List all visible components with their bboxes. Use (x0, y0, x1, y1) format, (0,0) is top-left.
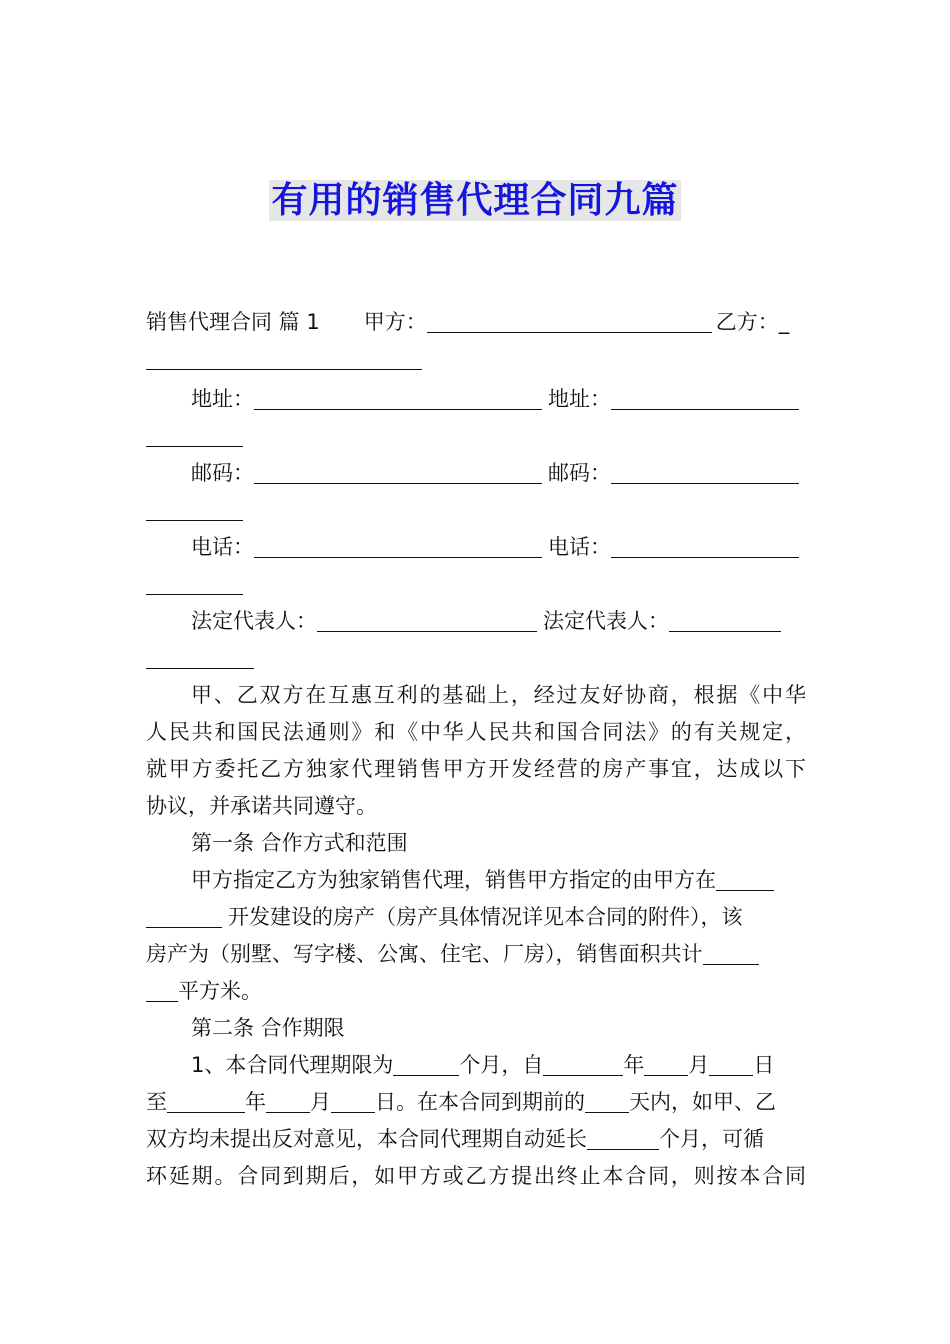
address-a-blank (254, 385, 542, 410)
postcode-b-label: 邮码： (548, 461, 611, 485)
extension-months-blank (587, 1125, 659, 1150)
article-2-text-3b: 个月，可循 (659, 1127, 764, 1151)
postcode-a-blank (254, 459, 542, 484)
phone-line (146, 529, 806, 566)
phone-b-blank (611, 533, 799, 558)
article-1-line-2 (146, 899, 806, 936)
intro-line-4: 协议，并承诺共同遵守。 (146, 794, 377, 818)
legal-rep-continue-line (146, 640, 806, 677)
end-year-blank (167, 1088, 245, 1113)
article-2-text-2e: 天内，如甲、乙 (629, 1090, 776, 1114)
intro-line-1: 甲、乙双方在互惠互利的基础上，经过友好协商，根据《中华 (191, 683, 806, 707)
address-b-blank-cont (146, 422, 243, 447)
postcode-a-label: 邮码： (191, 461, 254, 485)
party-b-blank-line (146, 341, 806, 378)
intro-line-3: 就甲方委托乙方独家代理销售甲方开发经营的房产事宜，达成以下 (146, 757, 806, 781)
phone-continue-line (146, 566, 806, 603)
party-b-blank (146, 345, 422, 370)
rep-b-label: 法定代表人： (543, 609, 669, 633)
rep-a-label: 法定代表人： (191, 609, 317, 633)
address-line (146, 381, 806, 418)
article-1-text-3: 房产为（别墅、写字楼、公寓、住宅、厂房），销售面积共计 (146, 942, 703, 966)
phone-a-label: 电话： (191, 535, 254, 559)
party-b-label: 乙方：_ (715, 310, 790, 334)
address-b-blank (611, 385, 799, 410)
article-1-text-1: 甲方指定乙方为独家销售代理，销售甲方指定的由甲方在 (191, 868, 716, 892)
article-2-text-1c: 年 (623, 1053, 645, 1077)
article-2-line-2 (146, 1084, 806, 1121)
start-month-blank (644, 1051, 688, 1076)
article-1-line-3 (146, 936, 806, 973)
intro-line-2: 人民共和国民法通则》和《中华人民共和国合同法》的有关规定， (146, 720, 806, 744)
article-1-heading: 第一条 合作方式和范围 (191, 831, 408, 855)
title-text: 有用的销售代理合同九篇 (271, 180, 679, 221)
phone-b-label: 电话： (548, 535, 611, 559)
article-2-text-2c: 月 (310, 1090, 331, 1114)
article-2-text-1e: 日 (753, 1053, 775, 1077)
document-title (0, 176, 950, 226)
contract-heading: 销售代理合同 篇 1 (146, 310, 320, 334)
contract-header-line (146, 304, 806, 341)
article-2-text-2a: 至 (146, 1090, 167, 1114)
article-2-line-3 (146, 1121, 806, 1158)
article-2-text-3a: 双方均未提出反对意见，本合同代理期自动延长 (146, 1127, 587, 1151)
article-1-text-2: 开发建设的房产（房产具体情况详见本合同的附件），该 (228, 905, 743, 929)
article-1-blank-2 (703, 940, 759, 965)
address-b-label: 地址： (548, 387, 611, 411)
article-2-heading: 第二条 合作期限 (191, 1016, 345, 1040)
article-1-line-4 (146, 973, 806, 1010)
postcode-continue-line (146, 492, 806, 529)
postcode-b-blank (611, 459, 799, 484)
end-day-blank (331, 1088, 375, 1113)
start-day-blank (709, 1051, 753, 1076)
article-2-line-1 (146, 1047, 806, 1084)
article-2-line-4: 环延期。合同到期后，如甲方或乙方提出终止本合同，则按本合同 (146, 1164, 806, 1188)
postcode-b-blank-cont (146, 496, 243, 521)
article-1-line-1 (146, 862, 806, 899)
article-2-text-2d: 日。在本合同到期前的 (375, 1090, 585, 1114)
phone-a-blank (254, 533, 542, 558)
party-a-blank (427, 308, 712, 333)
article-2-text-1b: 个月，自 (459, 1053, 544, 1077)
document-body (146, 304, 806, 1195)
article-2-text-1a: 1、本合同代理期限为 (191, 1053, 394, 1077)
article-2-text-1d: 月 (688, 1053, 710, 1077)
rep-b-blank (669, 607, 781, 632)
party-a-label: 甲方： (363, 310, 427, 334)
start-year-blank (543, 1051, 623, 1076)
postcode-line (146, 455, 806, 492)
term-months-blank (393, 1051, 459, 1076)
notice-days-blank (585, 1088, 629, 1113)
article-2-text-2b: 年 (245, 1090, 266, 1114)
legal-rep-line (146, 603, 806, 640)
address-a-label: 地址： (191, 387, 254, 411)
phone-b-blank-cont (146, 570, 243, 595)
article-1-blank-2-cont (146, 977, 178, 1002)
address-continue-line (146, 418, 806, 455)
end-month-blank (266, 1088, 310, 1113)
article-1-blank-1-cont (146, 903, 222, 928)
rep-b-blank-cont (146, 644, 254, 669)
article-1-text-4: 平方米。 (178, 979, 262, 1003)
rep-a-blank (317, 607, 537, 632)
article-1-blank-1 (716, 866, 774, 891)
